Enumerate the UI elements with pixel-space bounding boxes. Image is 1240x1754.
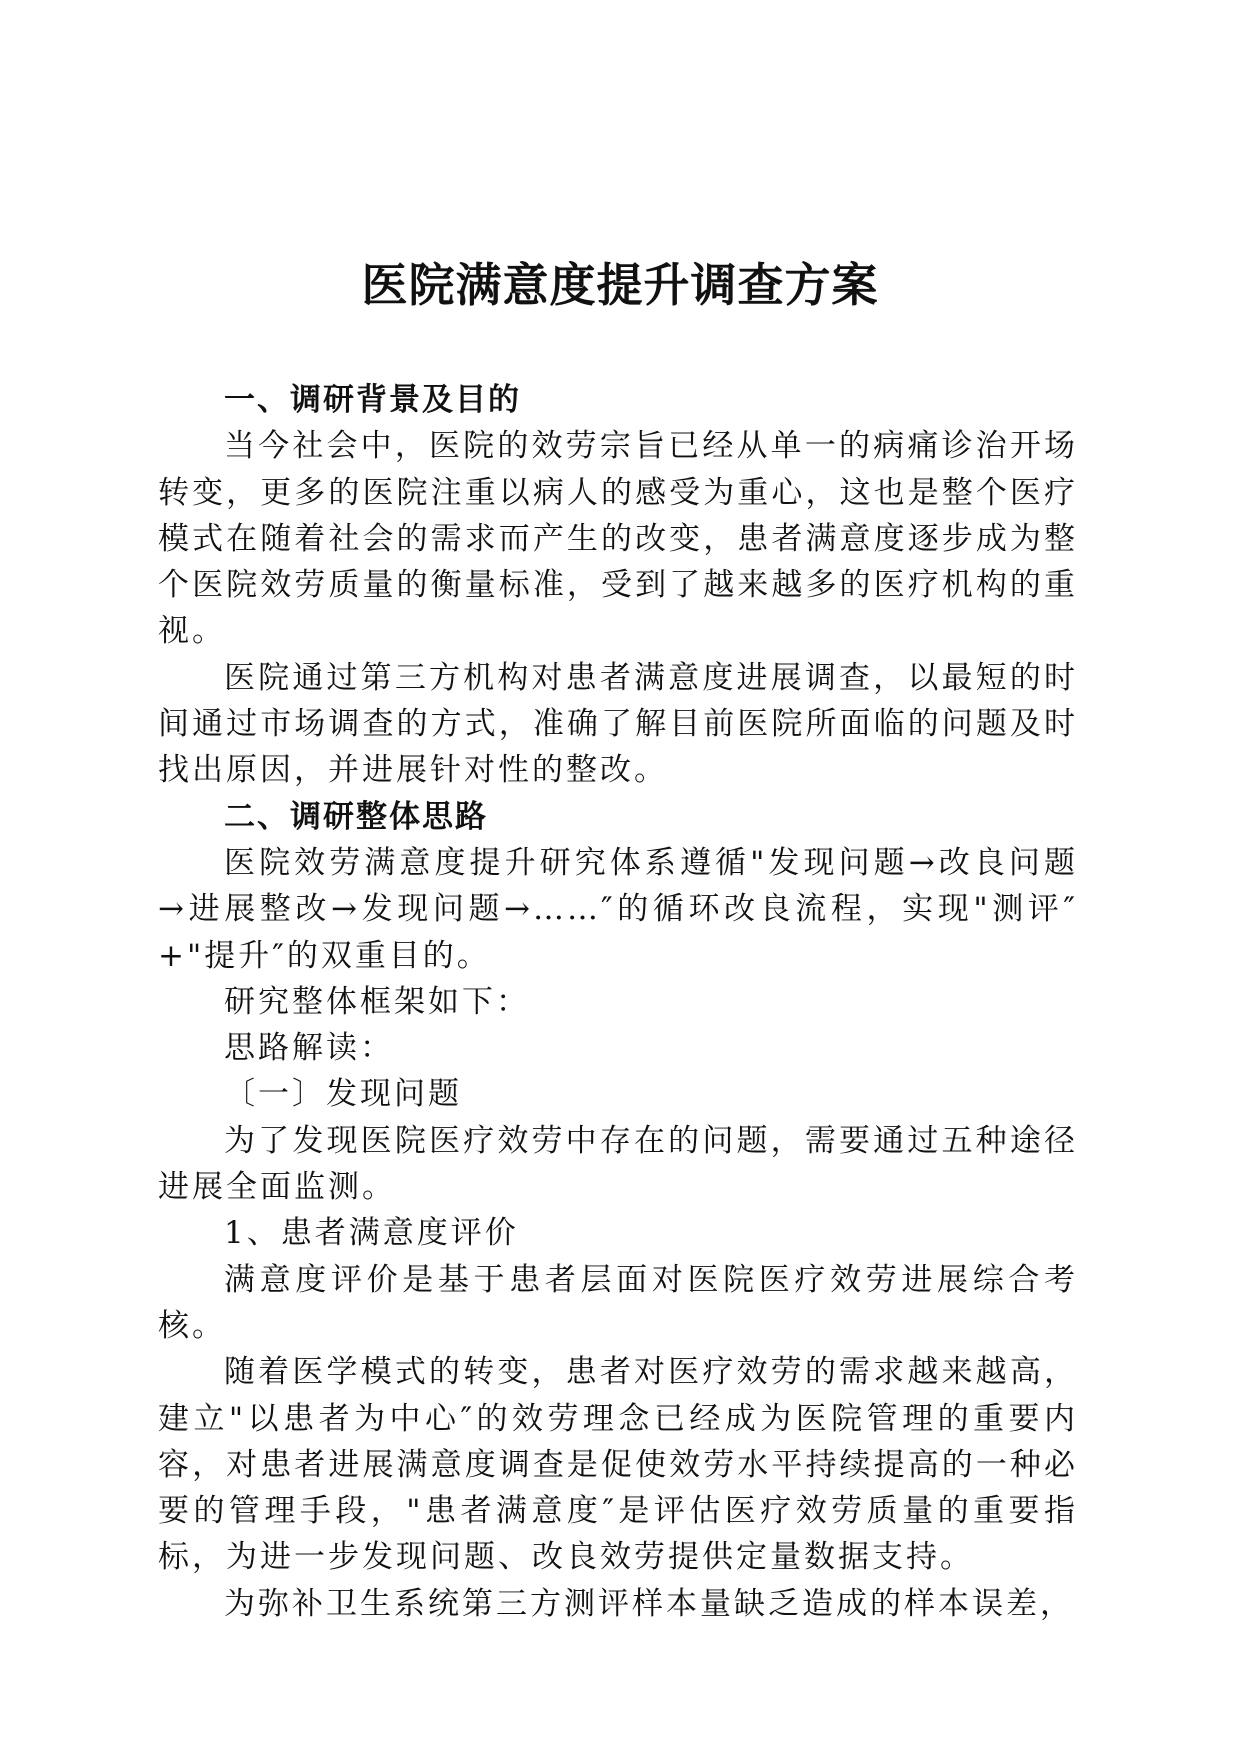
section-heading-background: 一、调研背景及目的 bbox=[224, 382, 521, 418]
subheading-patient-satisfaction: 1、患者满意度评价 bbox=[224, 1215, 519, 1252]
paragraph-medical-model: 随着医学模式的转变，患者对医疗效劳的需求越来越高，建立"以患者为中心″的效劳理念已经成为医院管理的重要内容，对患者进展满意度调查是促使效劳水平持续提高的一种必要的管理手段，"患者满意度″是评估医疗效劳质量的重要指标，为进一步发现问题、改良效劳提供定量数据支持。 bbox=[158, 1354, 1078, 1576]
line-interpretation: 思路解读： bbox=[224, 1030, 394, 1067]
paragraph-third-party-survey: 医院通过第三方机构对患者满意度进展调查，以最短的时间通过市场调查的方式，准确了解目前医院所面临的问题及时找出原因，并进展针对性的整改。 bbox=[158, 659, 1078, 789]
subheading-find-problems: 〔一〕发现问题 bbox=[224, 1076, 462, 1113]
section-heading-approach: 二、调研整体思路 bbox=[224, 798, 488, 835]
paragraph-sample-error: 为弥补卫生系统第三方测评样本量缺乏造成的样本误差， bbox=[224, 1585, 1074, 1622]
document-title: 医院满意度提升调查方案 bbox=[361, 258, 879, 312]
line-framework: 研究整体框架如下： bbox=[224, 983, 530, 1020]
document-body bbox=[158, 377, 1078, 1627]
paragraph-satisfaction-evaluation: 满意度评价是基于患者层面对医院医疗效劳进展综合考核。 bbox=[158, 1261, 1078, 1344]
paragraph-research-system: 医院效劳满意度提升研究体系遵循"发现问题→改良问题→进展整改→发现问题→……″的循环改良流程，实现"测评″+"提升″的双重目的。 bbox=[158, 844, 1078, 974]
paragraph-five-channels: 为了发现医院医疗效劳中存在的问题，需要通过五种途径进展全面监测。 bbox=[158, 1122, 1078, 1206]
paragraph-background: 当今社会中，医院的效劳宗旨已经从单一的病痛诊治开场转变，更多的医院注重以病人的感受为重心，这也是整个医疗模式在随着社会的需求而产生的改变，患者满意度逐步成为整个医院效劳质量的衡量标准，受到了越来越多的医疗机构的重视。 bbox=[158, 428, 1078, 650]
